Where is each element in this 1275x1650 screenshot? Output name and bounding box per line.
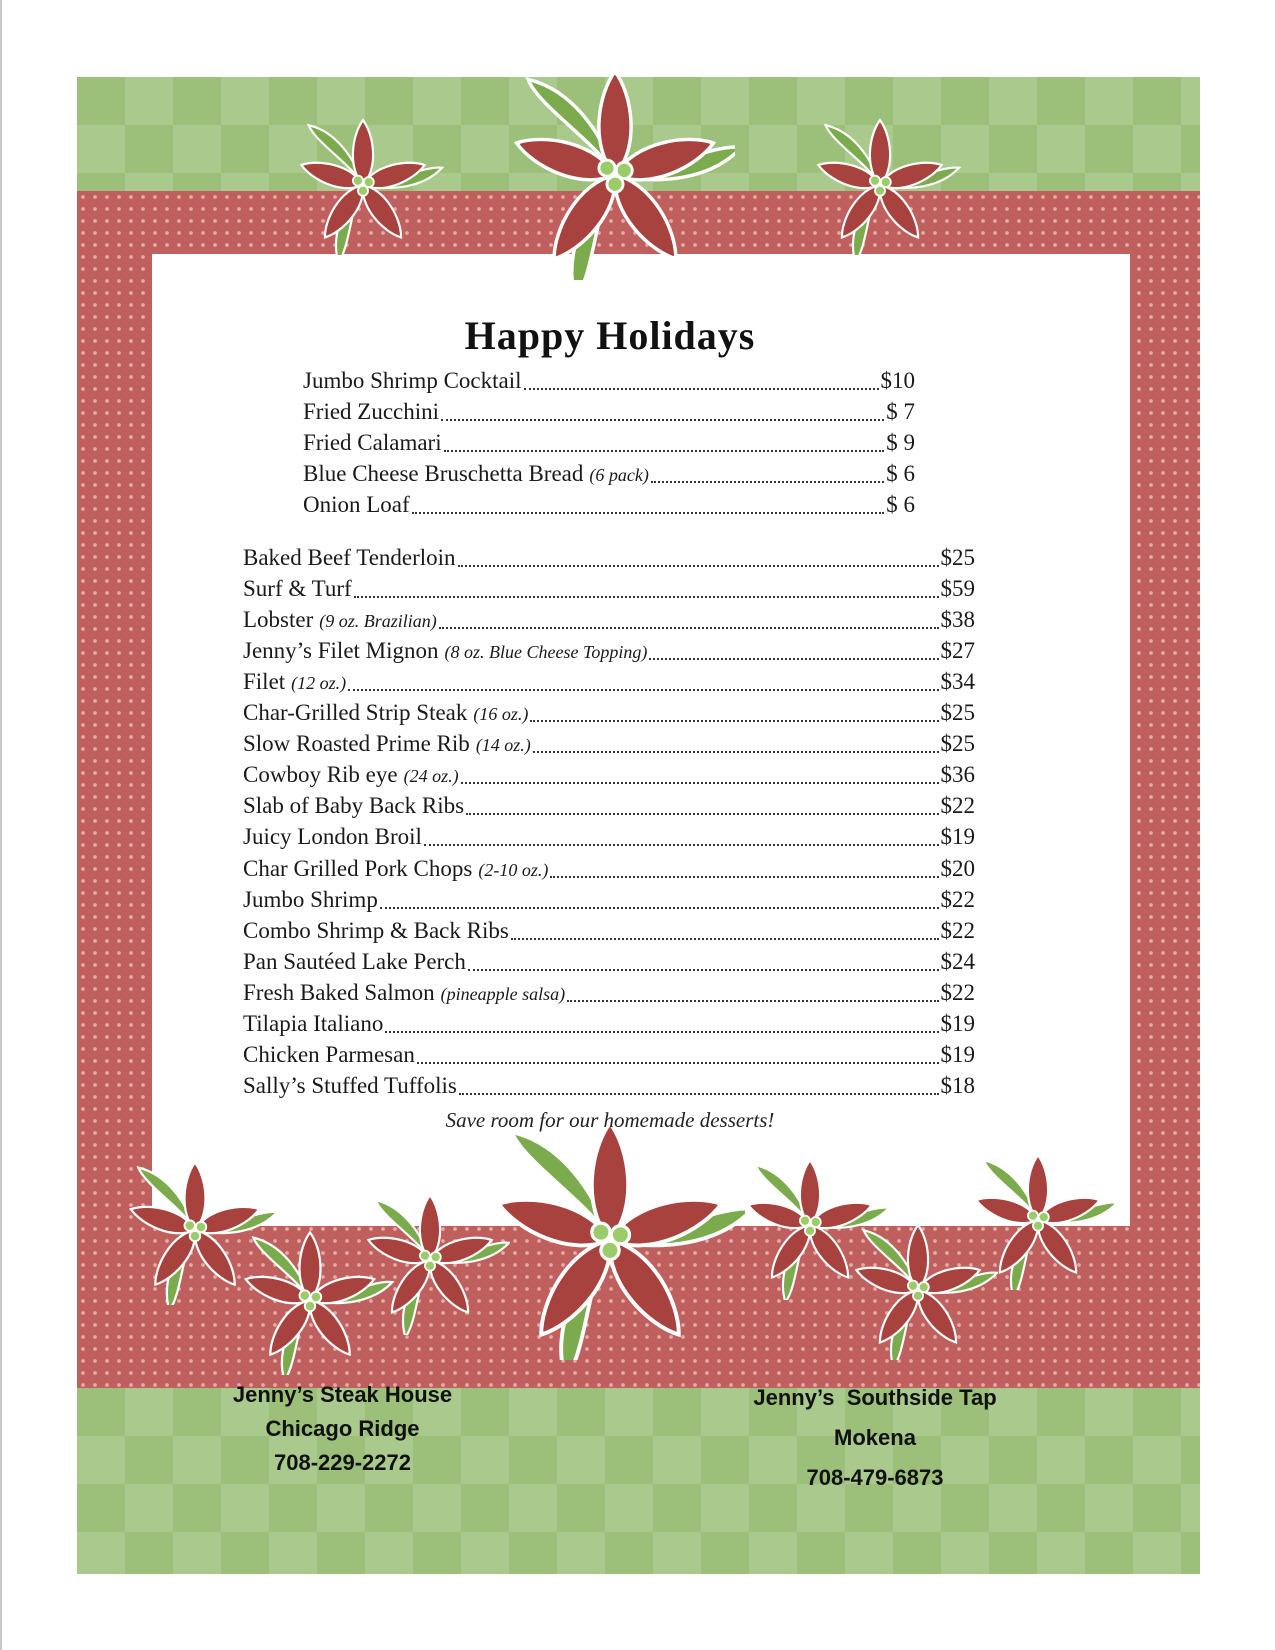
item-name: Jenny’s Filet Mignon: [243, 638, 439, 663]
location-phone: 708-229-2272: [273, 1450, 411, 1475]
item-name: Char Grilled Pork Chops: [243, 856, 473, 881]
dot-leader: [468, 968, 939, 971]
item-price: $25: [940, 545, 975, 570]
menu-item: [303, 461, 915, 491]
dot-leader: [649, 657, 938, 660]
item-note: (12 oz.): [291, 673, 347, 693]
item-note: (24 oz.): [403, 766, 459, 786]
item-price: $22: [940, 793, 975, 818]
item-price: $22: [940, 980, 975, 1005]
item-name: Lobster: [243, 607, 314, 632]
item-price: $25: [940, 700, 975, 725]
item-price: $19: [940, 1011, 975, 1036]
menu-item: [243, 700, 975, 730]
item-name: Jumbo Shrimp: [243, 887, 378, 912]
item-price: $34: [940, 669, 975, 694]
menu-item: [303, 492, 915, 522]
page-edge: [0, 0, 2, 1650]
item-name: Jumbo Shrimp Cocktail: [303, 368, 522, 393]
menu-item: [243, 607, 975, 637]
item-price: $25: [940, 731, 975, 756]
item-note: (2-10 oz.): [478, 860, 549, 880]
item-name: Blue Cheese Bruschetta Bread: [303, 461, 584, 486]
dot-leader: [348, 688, 938, 691]
menu-item: [243, 1011, 975, 1041]
dot-leader: [385, 1030, 938, 1033]
item-price: $20: [940, 856, 975, 881]
dot-leader: [466, 812, 938, 815]
item-name: Juicy London Broil: [243, 824, 422, 849]
location-name: Jenny’s Southside Tap: [753, 1385, 997, 1410]
item-name: Combo Shrimp & Back Ribs: [243, 918, 509, 943]
menu-item: [243, 669, 975, 699]
item-note: (8 oz. Blue Cheese Topping): [444, 642, 648, 662]
item-name: Surf & Turf: [243, 576, 352, 601]
menu-item: [243, 980, 975, 1010]
item-price: $19: [940, 1042, 975, 1067]
item-name: Slab of Baby Back Ribs: [243, 793, 465, 818]
poinsettia-icon: [495, 70, 735, 280]
dot-leader: [439, 626, 939, 629]
menu-item: [243, 824, 975, 854]
menu-title: Happy Holidays: [464, 313, 756, 358]
dot-leader: [550, 875, 938, 878]
item-price: $19: [940, 824, 975, 849]
menu-item: [243, 576, 975, 606]
item-price: $38: [940, 607, 975, 632]
menu-item: [243, 918, 975, 948]
menu-item: [243, 856, 975, 886]
dot-leader: [511, 937, 939, 940]
item-note: (14 oz.): [475, 735, 531, 755]
dessert-tagline: Save room for our homemade desserts!: [445, 1108, 775, 1132]
item-name: Sally’s Stuffed Tuffolis: [243, 1073, 457, 1098]
item-name: Char-Grilled Strip Steak: [243, 700, 468, 725]
menu-item: [243, 949, 975, 979]
item-note: (6 pack): [589, 465, 649, 485]
item-name: Onion Loaf: [303, 492, 410, 517]
poinsettia-icon: [958, 1150, 1118, 1290]
location-city: Chicago Ridge: [265, 1416, 420, 1441]
item-price: $59: [940, 576, 975, 601]
dot-leader: [567, 999, 938, 1002]
dot-leader: [533, 750, 939, 753]
item-price: $ 9: [886, 430, 915, 455]
item-price: $22: [940, 918, 975, 943]
dot-leader: [459, 1092, 939, 1095]
item-name: Tilapia Italiano: [243, 1011, 384, 1036]
menu-item: [243, 1073, 975, 1103]
item-name: Baked Beef Tenderloin: [243, 545, 456, 570]
item-name: Filet: [243, 669, 286, 694]
dot-leader: [651, 480, 884, 483]
dot-leader: [530, 719, 938, 722]
menu-item: [243, 887, 975, 917]
menu-item: [243, 545, 975, 575]
dot-leader: [412, 511, 885, 514]
dot-leader: [424, 843, 939, 846]
item-price: $24: [940, 949, 975, 974]
location-name: Jenny’s Steak House: [232, 1382, 453, 1407]
dot-leader: [380, 906, 939, 909]
item-price: $10: [880, 368, 915, 393]
item-note: (9 oz. Brazilian): [319, 611, 437, 631]
item-name: Fried Calamari: [303, 430, 442, 455]
dot-leader: [441, 418, 884, 421]
item-price: $ 7: [886, 399, 915, 424]
item-name: Cowboy Rib eye: [243, 762, 398, 787]
dot-leader: [417, 1061, 939, 1064]
menu-item: [303, 430, 915, 460]
item-price: $ 6: [886, 461, 915, 486]
menu-item: [243, 762, 975, 792]
item-name: Pan Sautéed Lake Perch: [243, 949, 466, 974]
dot-leader: [524, 387, 879, 390]
dot-leader: [461, 781, 939, 784]
menu-item: [303, 399, 915, 429]
item-price: $36: [940, 762, 975, 787]
menu-item: [243, 731, 975, 761]
location-steak-house: [200, 1378, 485, 1480]
item-name: Slow Roasted Prime Rib: [243, 731, 470, 756]
location-phone: 708-479-6873: [806, 1465, 944, 1490]
item-price: $27: [940, 638, 975, 663]
poinsettia-icon: [475, 1120, 745, 1360]
dot-leader: [444, 449, 885, 452]
item-price: $22: [940, 887, 975, 912]
item-name: Chicken Parmesan: [243, 1042, 415, 1067]
item-note: (16 oz.): [473, 704, 529, 724]
item-note: (pineapple salsa): [440, 984, 566, 1004]
location-southside-tap: [720, 1378, 1030, 1498]
menu-item: [243, 638, 975, 668]
item-price: $18: [940, 1073, 975, 1098]
poinsettia-icon: [795, 115, 965, 255]
menu-item: [303, 368, 915, 398]
item-price: $ 6: [886, 492, 915, 517]
item-name: Fried Zucchini: [303, 399, 440, 424]
menu-item: [243, 1042, 975, 1072]
dot-leader: [354, 595, 939, 598]
dot-leader: [458, 564, 939, 567]
location-city: Mokena: [834, 1425, 916, 1450]
poinsettia-icon: [278, 115, 448, 255]
menu-item: [243, 793, 975, 823]
item-name: Fresh Baked Salmon: [243, 980, 435, 1005]
